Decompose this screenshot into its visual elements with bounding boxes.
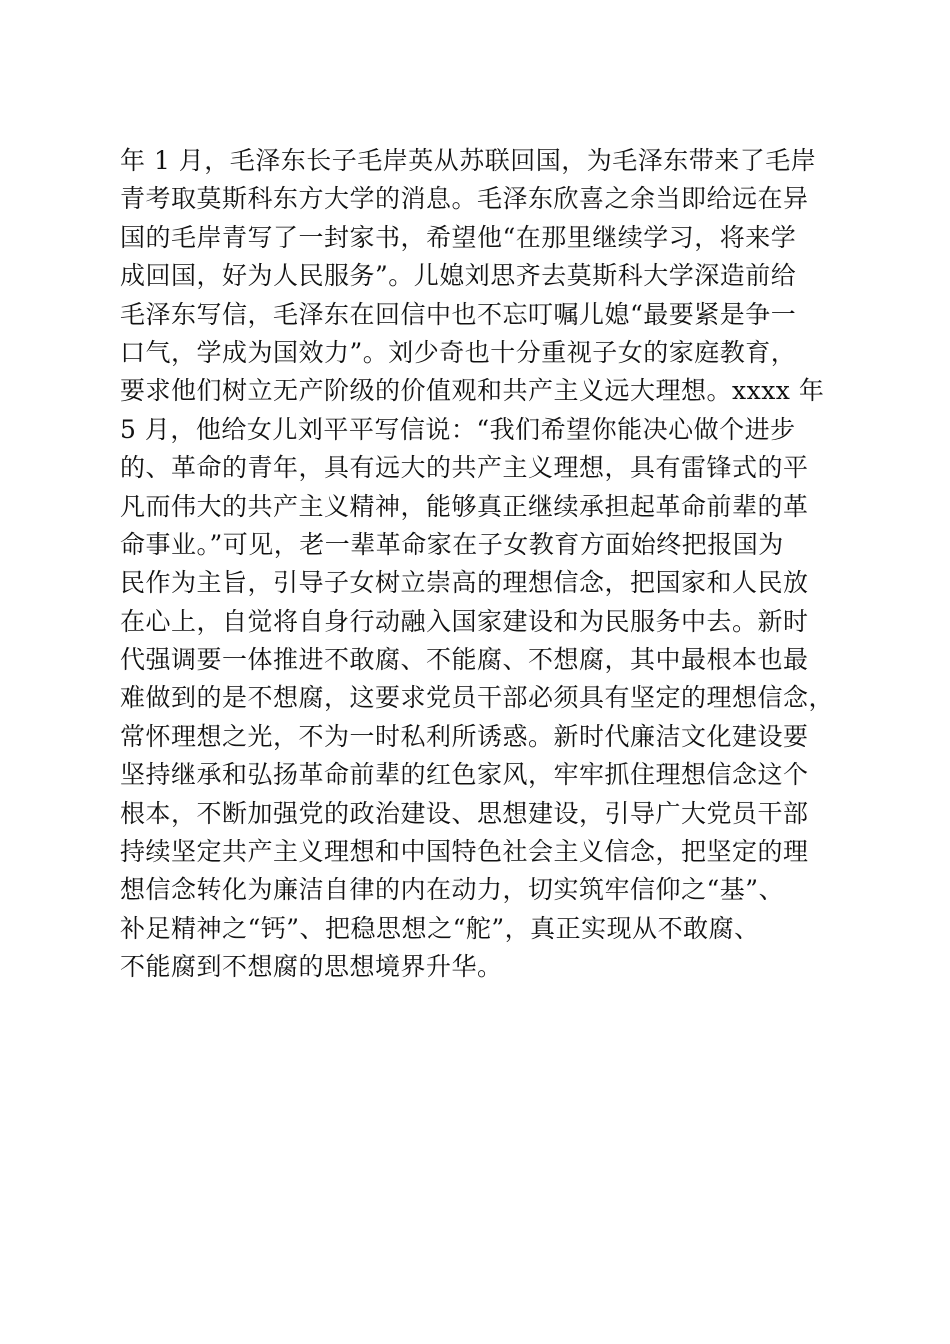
text-line: 毛泽东写信，毛泽东在回信中也不忘叮嘱儿媳“最要紧是争一 xyxy=(120,299,797,329)
text-line: 年 1 月，毛泽东长子毛岸英从苏联回国，为毛泽东带来了毛岸 xyxy=(120,146,817,175)
text-line: 想信念转化为廉洁自律的内在动力，切实筑牢信仰之“基”、 xyxy=(120,875,785,905)
text-line: 难做到的是不想腐，这要求党员干部必须具有坚定的理想信念， xyxy=(120,683,835,713)
text-line: 的、革命的青年，具有远大的共产主义理想，具有雷锋式的平 xyxy=(120,453,809,483)
text-line: 代强调要一体推进不敢腐、不能腐、不想腐，其中最根本也最 xyxy=(120,645,809,675)
text-line: 不能腐到不想腐的思想境界升华。 xyxy=(120,952,503,982)
text-line: 命事业。”可见，老一辈革命家在子女教育方面始终把报国为 xyxy=(120,529,784,559)
text-line: 在心上，自觉将自身行动融入国家建设和为民服务中去。新时 xyxy=(120,606,809,636)
text-line: 根本，不断加强党的政治建设、思想建设，引导广大党员干部 xyxy=(120,798,809,828)
text-line: 持续坚定共产主义理想和中国特色社会主义信念，把坚定的理 xyxy=(120,837,809,867)
text-line: 成回国，好为人民服务”。儿媳刘思齐去莫斯科大学深造前给 xyxy=(120,261,797,291)
text-line: 常怀理想之光，不为一时私利所诱惑。新时代廉洁文化建设要 xyxy=(120,721,809,751)
text-line: 青考取莫斯科东方大学的消息。毛泽东欣喜之余当即给远在异 xyxy=(120,184,809,214)
text-line: 凡而伟大的共产主义精神，能够真正继续承担起革命前辈的革 xyxy=(120,491,809,521)
text-line: 口气，学成为国效力”。刘少奇也十分重视子女的家庭教育， xyxy=(120,337,797,367)
text-line: 坚持继承和弘扬革命前辈的红色家风，牢牢抓住理想信念这个 xyxy=(120,760,809,790)
text-line: 民作为主旨，引导子女树立崇高的理想信念，把国家和人民放 xyxy=(120,568,809,598)
text-line: 补足精神之“钙”、把稳思想之“舵”，真正实现从不敢腐、 xyxy=(120,913,760,943)
text-line: 要求他们树立无产阶级的价值观和共产主义远大理想。xxxx 年 xyxy=(120,376,825,406)
body-paragraph xyxy=(120,142,840,987)
text-line: 5 月，他给女儿刘平平写信说：“我们希望你能决心做个进步 xyxy=(120,414,796,444)
text-line: 国的毛岸青写了一封家书，希望他“在那里继续学习，将来学 xyxy=(120,222,797,252)
